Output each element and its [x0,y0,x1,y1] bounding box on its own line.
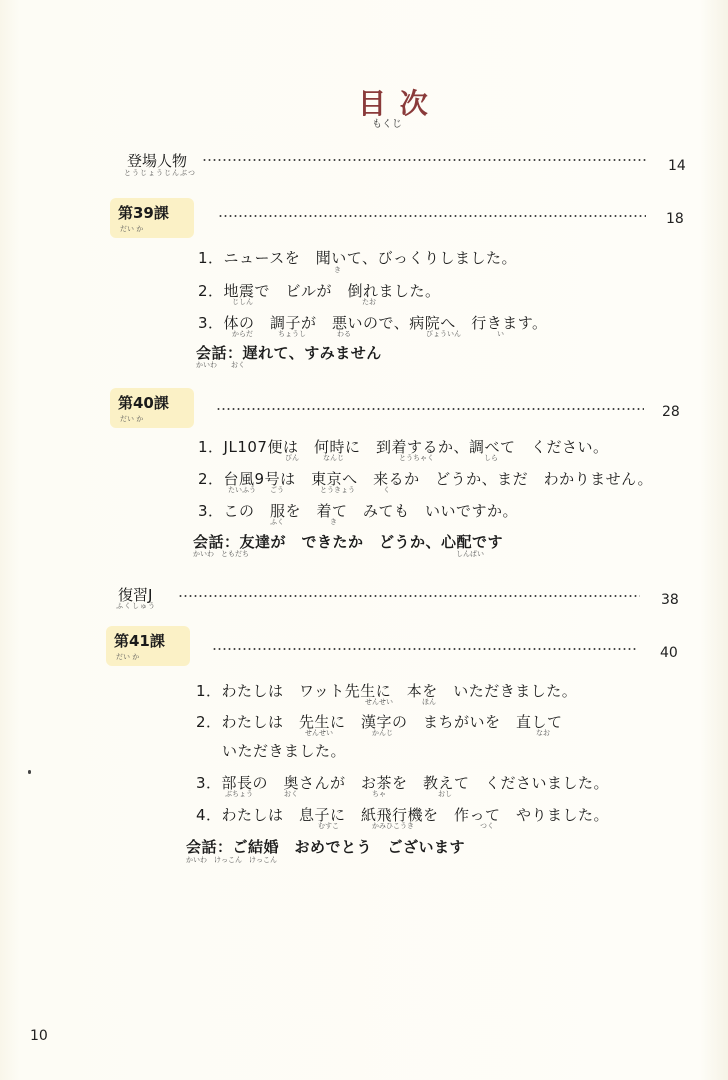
lesson40-sentence-1: 1．JL107便は 何時に 到着するか、調べて ください。 [198,438,609,456]
ruby: びん [285,454,299,462]
ruby: つく [480,822,494,830]
ruby: わる [337,330,351,338]
ruby: せんせい [305,729,333,737]
lesson41-sentence-4: 4．わたしは 息子に 紙飛行機を 作って やりました。 [196,806,610,824]
lesson39-sentence-1: 1．ニュースを 聞いて、びっくりしました。 [198,249,517,267]
lesson39-conversation-ruby: かいわ おく [196,361,245,369]
page-title-ruby: もくじ [372,119,402,130]
lesson41-conversation[interactable]: 会話：ご結婚 おめでとう ございます [186,838,466,856]
lesson41-badge[interactable] [106,626,190,666]
ruby: とうきょう [320,486,355,494]
toc-review-page[interactable]: 38 [661,592,679,608]
ink-smudge [28,770,31,774]
lesson41-conversation-ruby: かいわ けっこん [186,856,242,864]
lesson41-ruby: だい か [116,653,140,661]
ruby: せんせい [365,698,393,706]
ruby: ほん [422,698,436,706]
toc-characters-label[interactable]: 登場人物 [127,152,188,170]
lesson39-sentence-2: 2．地震で ビルが 倒れました。 [198,282,441,300]
ruby: たいふう [228,486,256,494]
leader-dots [212,648,638,650]
ruby: しら [484,454,498,462]
lesson40-label: 第40課 [118,394,169,412]
leader-dots [178,595,640,597]
lesson40-badge[interactable] [110,388,194,428]
toc-review-label[interactable]: 復習J [118,586,153,604]
ruby: びょういん [426,330,461,338]
toc-characters-page[interactable]: 14 [668,158,686,174]
ruby: なお [536,729,550,737]
ruby: い [497,330,504,338]
ruby: からだ [232,330,253,338]
ruby: なんじ [323,454,344,462]
lesson40-conversation-ruby: かいわ ともだち [193,550,249,558]
lesson40-page[interactable]: 28 [662,404,680,420]
ruby: おし [438,790,452,798]
lesson41-sentence-1: 1．わたしは ワット先生に 本を いただきました。 [196,682,578,700]
ruby: ふく [270,518,284,526]
toc-characters-ruby: とうじょうじんぶつ [124,169,196,177]
lesson39-page[interactable]: 18 [666,211,684,227]
ruby: き [330,518,337,526]
ruby: き [334,266,341,274]
lesson40-sentence-2: 2．台風9号は 東京へ 来るか どうか、まだ わかりません。 [198,470,653,488]
leader-dots [202,159,648,161]
ruby: むすこ [318,822,339,830]
ruby: けっこん [249,856,277,864]
ruby: ちょうし [278,330,306,338]
leader-dots [216,408,644,410]
ruby: しんぱい [456,550,484,558]
lesson39-conversation[interactable]: 会話：遅れて、すみません [196,344,382,362]
page-number: 10 [30,1028,48,1044]
ruby: ごう [270,486,284,494]
lesson40-ruby: だい か [120,415,144,423]
page-title: 目 次 [358,87,430,120]
ruby: かみひこうき [372,822,414,830]
ruby: かんじ [372,729,393,737]
lesson39-badge[interactable] [110,198,194,238]
ruby: とうちゃく [399,454,434,462]
lesson41-sentence-2-cont: いただきました。 [222,742,347,760]
ruby: ぶちょう [225,790,253,798]
lesson41-sentence-3: 3．部長の 奥さんが お茶を 教えて くださいました。 [196,774,610,792]
lesson39-label: 第39課 [118,204,169,222]
lesson41-sentence-2: 2．わたしは 先生に 漢字の まちがいを 直して [196,713,563,731]
lesson41-page[interactable]: 40 [660,645,678,661]
lesson40-conversation[interactable]: 会話：友達が できたか どうか、心配です [193,533,504,551]
lesson41-label: 第41課 [114,632,165,650]
ruby: じしん [232,298,253,306]
lesson40-sentence-3: 3．この 服を 着て みても いいですか。 [198,502,519,520]
toc-review-ruby: ふくしゅう [116,602,156,610]
leader-dots [218,215,646,217]
ruby: ちゃ [372,790,386,798]
ruby: く [383,486,390,494]
lesson39-sentence-3: 3．体の 調子が 悪いので、病院へ 行きます。 [198,314,548,332]
lesson39-ruby: だい か [120,225,144,233]
ruby: おく [284,790,298,798]
ruby: たお [362,298,376,306]
